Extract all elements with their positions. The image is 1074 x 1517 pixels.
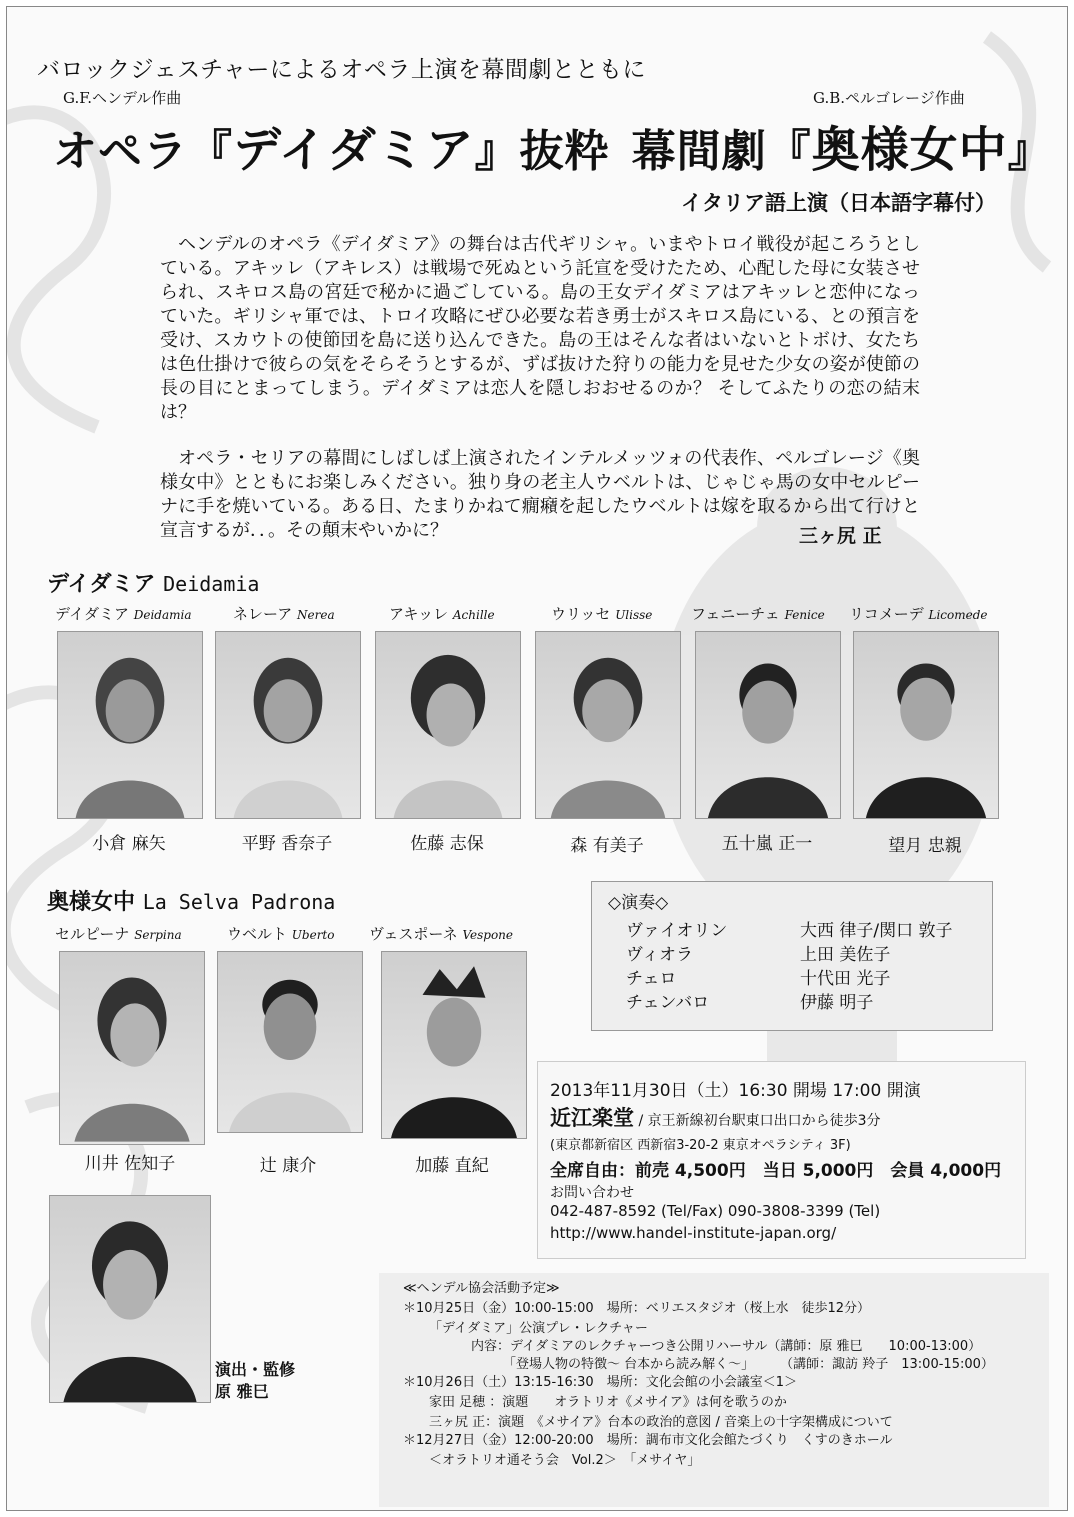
padrona-heading-en: La Selva Padrona <box>142 890 336 914</box>
cast-name: 川井 佐知子 <box>84 1154 176 1174</box>
cast-photo <box>381 951 527 1139</box>
contact-phone: 042-487-8592 (Tel/Fax) 090-3808-3399 (Tel) <box>550 1202 881 1220</box>
main-title <box>53 111 1053 180</box>
performer-name: 伊藤 明子 <box>800 993 874 1013</box>
cast-role: セルピーナ Serpina <box>55 925 182 943</box>
cast-name: 小倉 麻矢 <box>92 834 166 854</box>
performers-title: ◇演奏◇ <box>608 893 669 913</box>
venue-address: (東京都新宿区 西新宿3-20-2 東京オペラシティ 3F) <box>550 1138 851 1153</box>
event-line: ＊12月27日（金）12:00-20:00 場所：調布市文化会館たづくり くすのきホール <box>403 1433 893 1448</box>
performer-instrument: チェンバロ <box>626 993 710 1013</box>
performer-name: 上田 美佐子 <box>800 945 891 965</box>
cast-role: リコメーデ Licomede <box>849 605 988 623</box>
synopsis <box>160 233 920 543</box>
cast-photo <box>217 951 363 1133</box>
performer-name: 大西 律子/関口 敦子 <box>800 921 953 941</box>
event-line: 三ヶ尻 正：演題 《メサイア》台本の政治的意図 / 音楽上の十字架構成について <box>429 1415 893 1430</box>
cast-photo <box>695 631 841 819</box>
director-photo <box>49 1195 211 1403</box>
cast-name: 平野 香奈子 <box>241 834 333 854</box>
director-role: 演出・監修 <box>215 1360 296 1379</box>
cast-photo <box>535 631 681 819</box>
venue-access: / 京王新線初台駅東口出口から徒歩3分 <box>634 1113 881 1129</box>
venue-name: 近江楽堂 <box>550 1106 634 1130</box>
flyer-page <box>6 6 1068 1511</box>
concert-venue <box>550 1102 881 1132</box>
concert-info <box>537 1061 1026 1259</box>
cast-photo <box>59 951 205 1145</box>
cast-name: 加藤 直紀 <box>415 1156 489 1176</box>
padrona-heading <box>47 885 335 916</box>
ticket-prices: 全席自由：前売 4,500円 当日 5,000円 会員 4,000円 <box>550 1161 1002 1181</box>
cast-role: ネレーア Nerea <box>233 605 335 623</box>
event-line: ＊10月26日（土）13:15-16:30 場所：文化会館の小会議室＜1＞ <box>403 1375 797 1390</box>
contact-label: お問い合わせ <box>550 1185 634 1201</box>
cast-name: 辻 康介 <box>259 1156 317 1176</box>
performer-instrument: チェロ <box>626 969 677 989</box>
deidamia-heading-jp: デイダミア <box>47 572 156 597</box>
cast-photo <box>853 631 999 819</box>
cast-name: 佐藤 志保 <box>410 834 484 854</box>
performer-instrument: ヴァイオリン <box>626 921 728 941</box>
performer-instrument: ヴィオラ <box>626 945 693 965</box>
events-schedule <box>379 1273 1049 1507</box>
cast-role: フェニーチェ Fenice <box>691 605 825 623</box>
cast-role: ヴェスポーネ Vespone <box>369 925 513 943</box>
title-deidamia: デイダミア <box>233 122 475 178</box>
events-title: ≪ヘンデル協会活動予定≫ <box>403 1281 560 1296</box>
title-intermezzo-suffix: 』 <box>1007 126 1053 177</box>
contact-url: http://www.handel-institute-japan.org/ <box>550 1224 837 1242</box>
cast-photo <box>215 631 361 819</box>
synopsis-author: 三ヶ尻 正 <box>799 525 882 547</box>
performers-box <box>591 881 993 1031</box>
concert-datetime: 2013年11月30日（土）16:30 開場 17:00 開演 <box>550 1081 921 1101</box>
event-line: 家田 足穂 ：演題 オラトリオ《メサイア》は何を歌うのか <box>429 1395 787 1410</box>
cast-photo <box>375 631 521 819</box>
cast-name: 森 有美子 <box>570 836 644 856</box>
cast-role: アキッレ Achille <box>389 605 495 623</box>
event-line: 「登場人物の特徴〜 台本から読み解く〜」 （講師：諏訪 羚子 13:00-15:00） <box>503 1357 994 1372</box>
title-opera-suffix: 』抜粋 <box>474 126 610 177</box>
tagline: バロックジェスチャーによるオペラ上演を幕間劇とともに <box>37 57 646 83</box>
cast-photo <box>57 631 203 819</box>
event-line: 「デイダミア」公演プレ・レクチャー <box>429 1321 648 1336</box>
performer-name: 十代田 光子 <box>800 969 891 989</box>
deidamia-heading-en: Deidamia <box>163 572 260 596</box>
deidamia-heading <box>47 567 259 598</box>
synopsis-paragraph-1: ヘンデルのオペラ《デイダミア》の舞台は古代ギリシャ。いまやトロイ戦役が起ころうとしている。アキッレ（アキレス）は戦場で死ぬという託宣を受けたため、心配した母に女装させられ、スキロス島の宮廷で秘かに過ごしている。島の王女デイダミアはアキッレと恋仲になっていた。ギリシャ軍では、トロイ攻略にぜひ必要な若き勇士がスキロス島にいる、との預言を受け、スカウトの使節団を島に送り込んできた。島の王はそんな者はいないとトボけ、女たちは色仕掛けで彼らの気をそらそうとするが、ずば抜けた狩りの能力を見せた少女の姿が使節の長の目にとまってしまう。デイダミアは恋人を隠しおおせるのか？ そしてふたりの恋の結末は？ <box>160 234 920 423</box>
cast-role: ウリッセ Ulisse <box>551 605 653 623</box>
event-line: ＜オラトリオ通そう会 Vol.2＞ 「メサイヤ」 <box>429 1453 701 1468</box>
director-credit <box>215 1359 295 1403</box>
cast-name: 望月 忠親 <box>888 836 962 856</box>
padrona-heading-jp: 奥様女中 <box>47 890 136 915</box>
composer-credit-handel: G.F.ヘンデル作曲 <box>63 89 182 107</box>
cast-name: 五十嵐 正一 <box>721 834 813 854</box>
director-name: 原 雅巳 <box>215 1382 269 1401</box>
language-note: イタリア語上演（日本語字幕付） <box>681 191 996 215</box>
title-intermezzo-prefix: 幕間劇『 <box>631 126 812 177</box>
composer-credit-pergolesi: G.B.ペルゴレージ作曲 <box>813 89 965 107</box>
event-line: 内容：デイダミアのレクチャーつき公開リハーサル（講師：原 雅巳 10:00-13:00） <box>471 1339 982 1354</box>
synopsis-paragraph-2: オペラ・セリアの幕間にしばしば上演されたインテルメッツォの代表作、ペルゴレージ《奥様女中》とともにお楽しみください。独り身の老主人ウベルトは、じゃじゃ馬の女中セルピーナに手を焼いている。ある日、たまりかねて癇癪を起したウベルトは嫁を取るから出て行けと宣言するが．．。その顛末やいかに？ <box>160 448 920 541</box>
title-opera-prefix: オペラ『 <box>53 126 233 177</box>
cast-role: デイダミア Deidamia <box>55 605 192 623</box>
event-line: ＊10月25日（金）10:00-15:00 場所：ベリエスタジオ（桜上水 徒歩12分） <box>403 1301 870 1316</box>
title-serva-padrona: 奥様女中 <box>811 122 1008 178</box>
cast-role: ウベルト Uberto <box>227 925 335 943</box>
